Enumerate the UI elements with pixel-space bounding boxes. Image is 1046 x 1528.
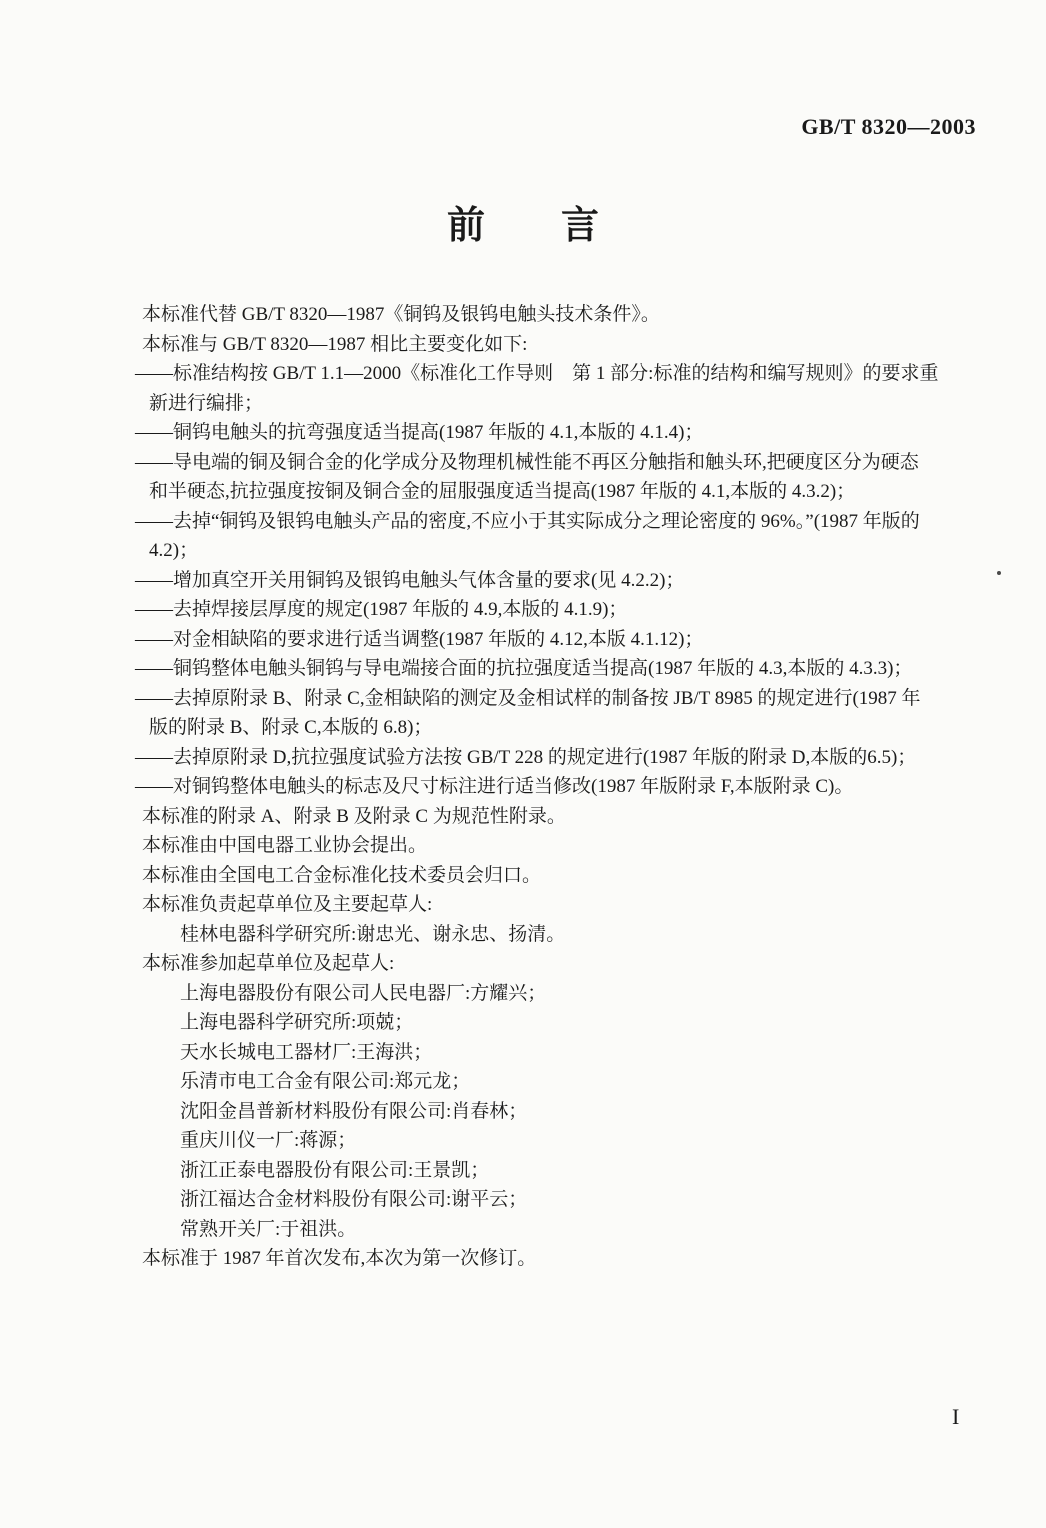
text-line: ——去掉原附录 B、附录 C,金相缺陷的测定及金相试样的制备按 JB/T 8985 的规定进行(1987 年 [135,687,921,709]
text-line: 浙江正泰电器股份有限公司:王景凯； [180,1159,490,1181]
text-line: 乐清市电工合金有限公司:郑元龙； [180,1071,471,1092]
text-line: ——对铜钨整体电触头的标志及尺寸标注进行适当修改(1987 年版附录 F,本版附录 C)。 [135,776,854,797]
text-line: 桂林电器科学研究所:谢忠光、谢永忠、扬清。 [180,923,566,945]
text-line: ——去掉“铜钨及银钨电触头产品的密度,不应小于其实际成分之理论密度的 96%。”(1987 年版的 [135,510,920,532]
text-line: ——标准结构按 GB/T 1.1—2000《标准化工作导则 第 1 部分:标准的结构和编写规则》的要求重 [135,363,939,384]
text-line: 本标准由全国电工合金标准化技术委员会归口。 [142,864,542,886]
text-line: 本标准由中国电器工业协会提出。 [142,835,428,856]
text-line: ——导电端的铜及铜合金的化学成分及物理机械性能不再区分触指和触头环,把硬度区分为硬态 [135,451,919,473]
text-line: 常熟开关厂:于祖洪。 [180,1218,357,1240]
standard-code: GB/T 8320—2003 [801,114,976,139]
text-line: ——铜钨电触头的抗弯强度适当提高(1987 年版的 4.1,本版的 4.1.4)； [135,422,704,443]
text-line: ——对金相缺陷的要求进行适当调整(1987 年版的 4.12,本版 4.1.12)； [135,628,704,650]
text-line: ——增加真空开关用铜钨及银钨电触头气体含量的要求(见 4.2.2)； [135,569,685,591]
scan-speck [997,571,1001,575]
text-line: 上海电器股份有限公司人民电器厂:方耀兴； [180,982,547,1004]
text-line: 重庆川仪一厂:蒋源； [180,1130,357,1151]
text-line: 浙江福达合金材料股份有限公司:谢平云； [180,1189,528,1210]
text-line: 上海电器科学研究所:项兢； [180,1012,414,1033]
text-line: 沈阳金昌普新材料股份有限公司:肖春林； [180,1100,528,1122]
text-line: 4.2)； [149,540,199,561]
text-line: ——去掉焊接层厚度的规定(1987 年版的 4.9,本版的 4.1.9)； [135,599,628,620]
document-body [135,300,987,1274]
text-line: 本标准参加起草单位及起草人: [142,953,395,974]
text-line: 本标准的附录 A、附录 B 及附录 C 为规范性附录。 [142,805,566,827]
text-line: ——铜钨整体电触头铜钨与导电端接合面的抗拉强度适当提高(1987 年版的 4.3,本版的 4.3.3)； [135,658,913,679]
text-line: 本标准负责起草单位及主要起草人: [142,894,433,915]
page-title: 前 言 [446,205,599,247]
page-number: I [952,1404,960,1429]
text-line: 本标准于 1987 年首次发布,本次为第一次修订。 [142,1248,537,1269]
text-line: 本标准与 GB/T 8320—1987 相比主要变化如下: [142,333,528,355]
text-line: ——去掉原附录 D,抗拉强度试验方法按 GB/T 228 的规定进行(1987 年版的附录 D,本版的6.5)； [135,746,917,768]
text-line: 版的附录 B、附录 C,本版的 6.8)； [149,717,433,738]
text-line: 和半硬态,抗拉强度按铜及铜合金的屈服强度适当提高(1987 年版的 4.1,本版的 4.3.2)； [149,481,856,502]
text-line: 天水长城电工器材厂:王海洪； [180,1041,433,1063]
text-line: 新进行编排； [149,392,264,414]
text-line: 本标准代替 GB/T 8320—1987《铜钨及银钨电触头技术条件》。 [142,304,660,325]
